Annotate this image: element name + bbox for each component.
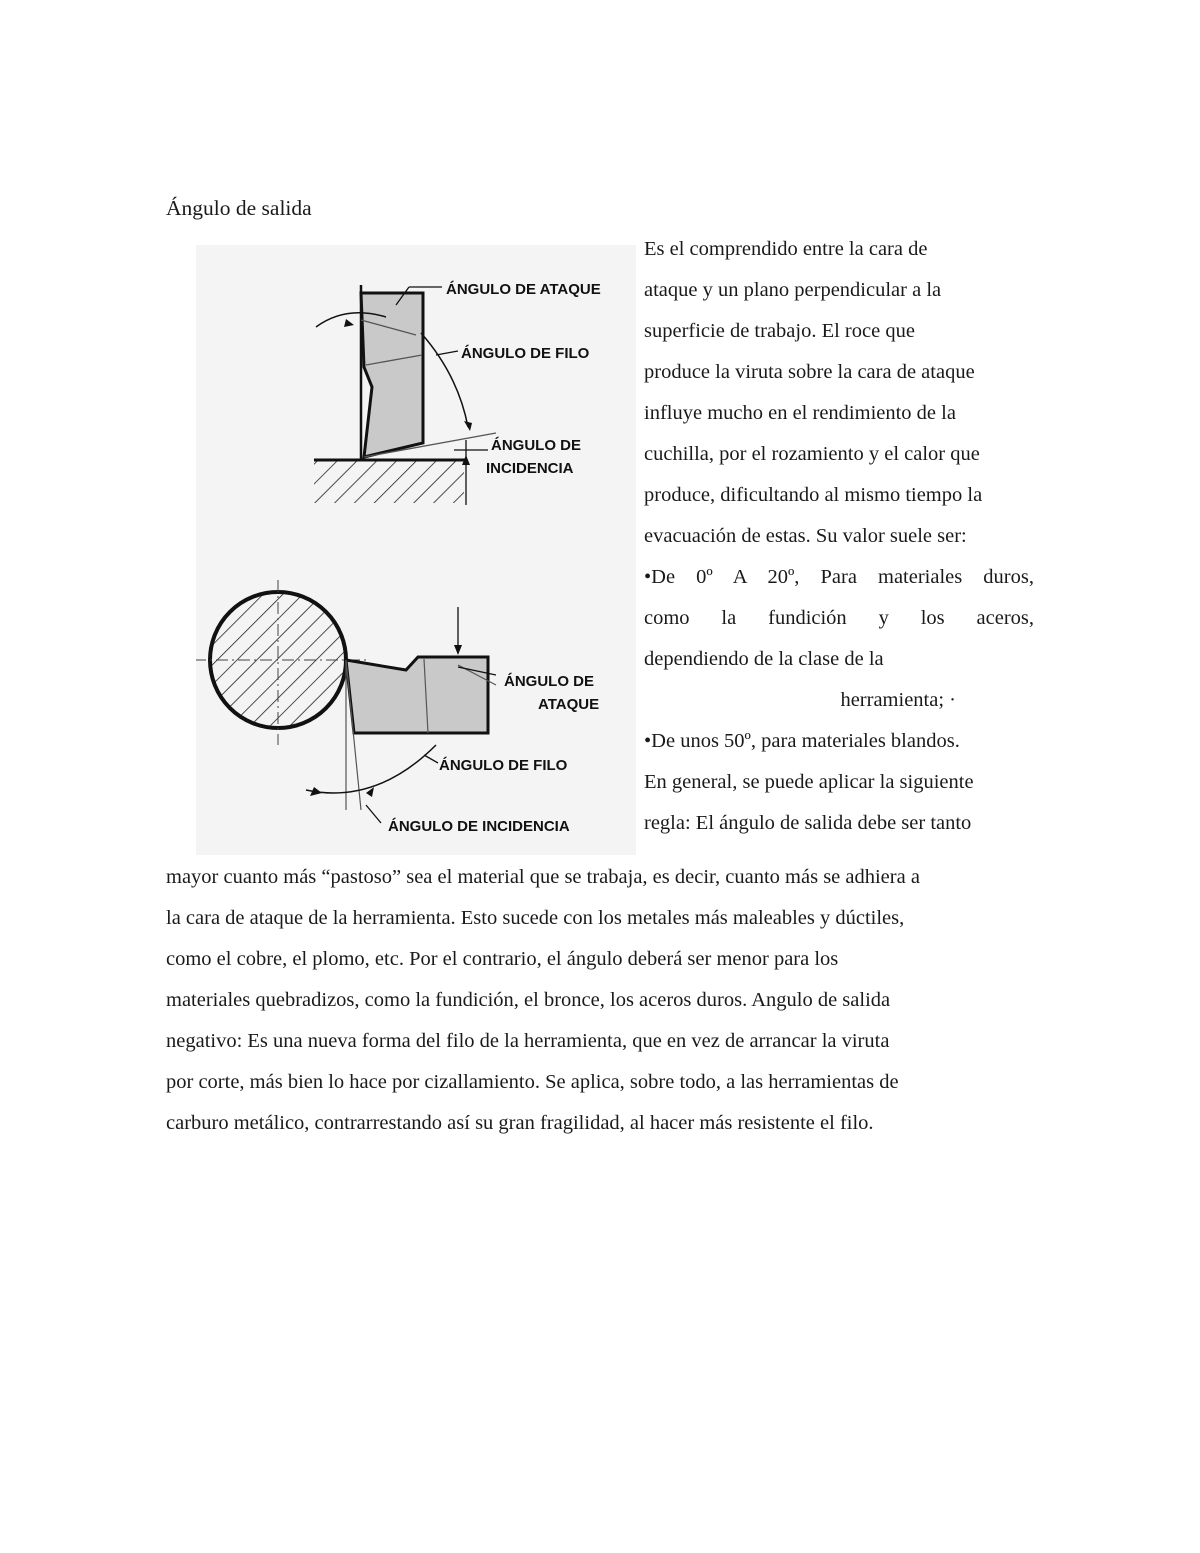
text-line: negativo: Es una nueva forma del filo de la herramienta, que en vez de arrancar la viruta — [166, 1030, 890, 1052]
text-line: cuchilla, por el rozamiento y el calor que — [644, 443, 980, 465]
text-line: la cara de ataque de la herramienta. Esto sucede con los metales más maleables y dúctiles, — [166, 907, 905, 929]
text-line: por corte, más bien lo hace por cizallamiento. Se aplica, sobre todo, a las herramientas de — [166, 1071, 899, 1093]
text-line: regla: El ángulo de salida debe ser tanto — [644, 812, 972, 834]
text-line: ataque y un plano perpendicular a la — [644, 279, 942, 301]
label-bottom-edge: ÁNGULO DE FILO — [439, 757, 568, 774]
text-line: como el cobre, el plomo, etc. Por el contrario, el ángulo deberá ser menor para los — [166, 948, 839, 970]
text-line: materiales quebradizos, como la fundición, el bronce, los aceros duros. Angulo de salida — [166, 989, 891, 1011]
text-line: mayor cuanto más “pastoso” sea el material que se trabaja, es decir, cuanto más se adhiera a — [166, 866, 920, 888]
label-top-edge: ÁNGULO DE FILO — [461, 345, 590, 362]
bullet-line: •De 0º A 20º, Para materiales duros, — [644, 566, 1034, 588]
label-bottom-attack-2: ATAQUE — [538, 696, 600, 713]
label-top-attack: ÁNGULO DE ATAQUE — [446, 281, 601, 298]
label-top-incidence-1: ÁNGULO DE — [491, 437, 581, 454]
cutting-angles-figure — [196, 245, 636, 855]
text-line: carburo metálico, contrarrestando así su gran fragilidad, al hacer más resistente el filo. — [166, 1112, 874, 1134]
bullet-line: como la fundición y los aceros, — [644, 607, 1034, 629]
tool-angles-diagram — [196, 245, 636, 855]
text-line: influye mucho en el rendimiento de la — [644, 402, 956, 424]
label-top-incidence-2: INCIDENCIA — [486, 460, 574, 477]
right-column-text — [644, 229, 1034, 844]
top-tool-body — [361, 293, 423, 457]
bullet-line: herramienta; · — [840, 689, 956, 711]
text-line: evacuación de estas. Su valor suele ser: — [644, 525, 967, 547]
text-line: En general, se puede aplicar la siguiente — [644, 771, 974, 793]
page-title: Ángulo de salida — [166, 196, 312, 220]
text-line: produce la viruta sobre la cara de ataque — [644, 361, 975, 383]
bullet-line: •De unos 50º, para materiales blandos. — [644, 730, 960, 752]
top-tool-diagram — [314, 281, 601, 505]
bottom-tool-diagram — [196, 580, 599, 835]
bullet-line: dependiendo de la clase de la — [644, 648, 884, 670]
text-line: produce, dificultando al mismo tiempo la — [644, 484, 983, 506]
label-bottom-incidence: ÁNGULO DE INCIDENCIA — [388, 818, 570, 835]
text-line: Es el comprendido entre la cara de — [644, 238, 928, 260]
text-line: superficie de trabajo. El roce que — [644, 320, 915, 342]
label-bottom-attack-1: ÁNGULO DE — [504, 673, 594, 690]
full-width-paragraph — [166, 857, 1036, 1144]
